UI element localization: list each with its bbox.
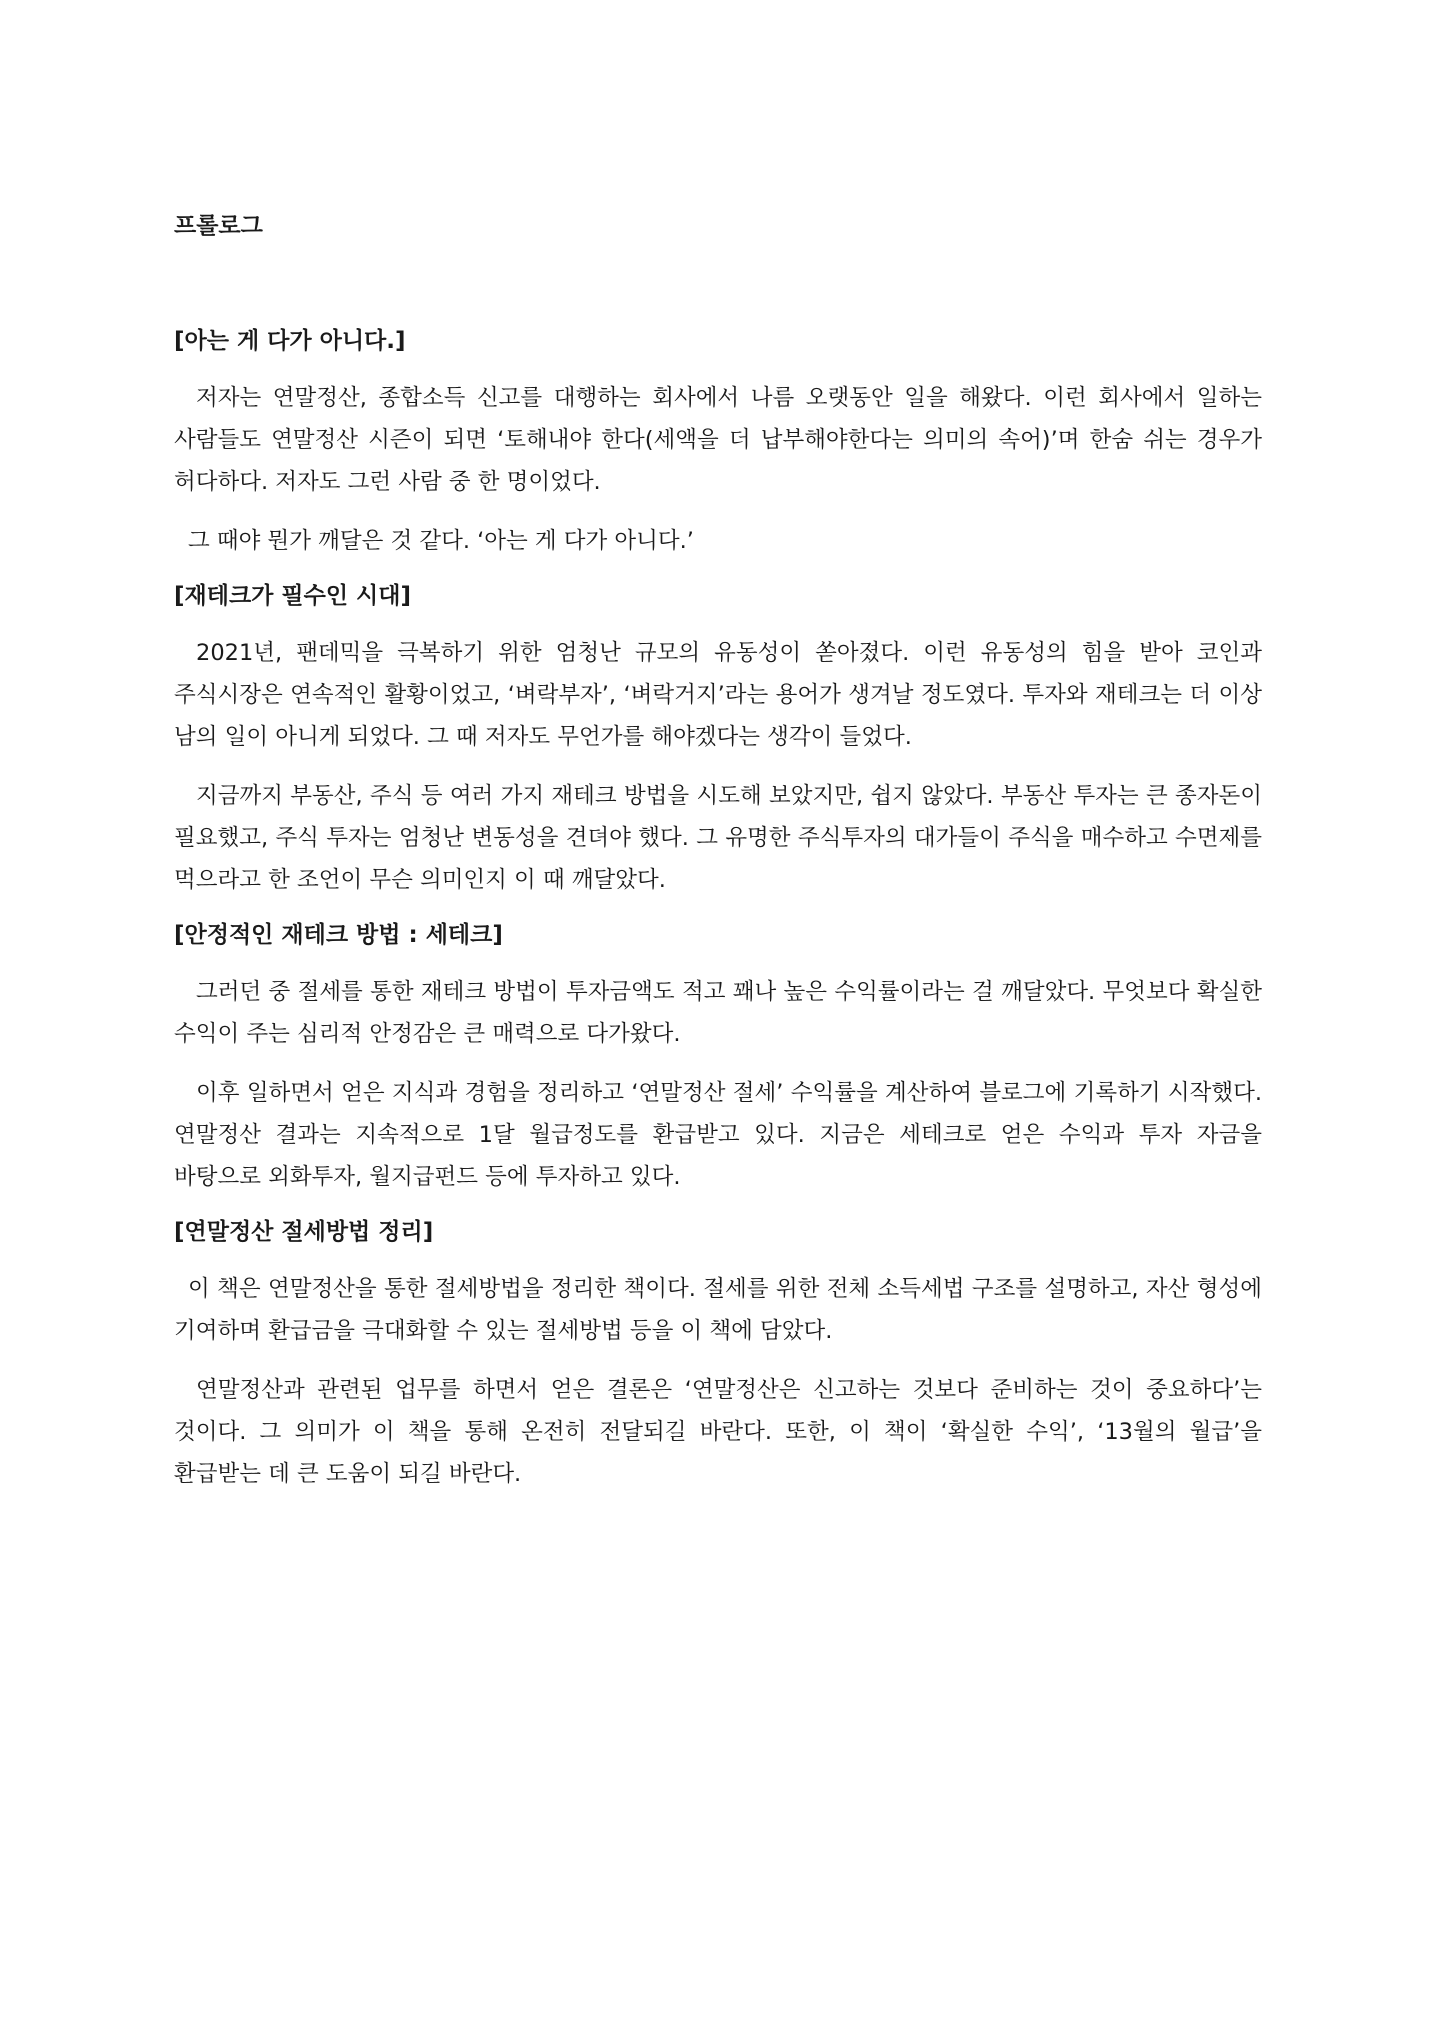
section-3 [174, 915, 1262, 1198]
paragraph: 그러던 중 절세를 통한 재테크 방법이 투자금액도 적고 꽤나 높은 수익률이라는 걸 깨달았다. 무엇보다 확실한 수익이 주는 심리적 안정감은 큰 매력으로 다가왔다. [174, 979, 1262, 1047]
paragraph: 연말정산과 관련된 업무를 하면서 얻은 결론은 ‘연말정산은 신고하는 것보다 준비하는 것이 중요하다’는 것이다. 그 의미가 이 책을 통해 온전히 전달되길 바란다. 또한, 이 책이 ‘확실한 수익’, ‘13월의 월급’을 환급받는 데 큰 도움이 되길 바란다. [174, 1377, 1262, 1487]
paragraph: 그 때야 뭔가 깨달은 것 같다. ‘아는 게 다가 아니다.’ [188, 528, 694, 554]
paragraph: 2021년, 팬데믹을 극복하기 위한 엄청난 규모의 유동성이 쏟아졌다. 이런 유동성의 힘을 받아 코인과 주식시장은 연속적인 활황이었고, ‘벼락부자’, ‘벼락거지’라는 용어가 생겨날 정도였다. 투자와 재테크는 더 이상 남의 일이 아니게 되었다. 그 때 저자도 무언가를 해야겠다는 생각이 들었다. [174, 640, 1262, 750]
section-heading: [아는 게 다가 아니다.] [174, 328, 406, 354]
spacer [174, 246, 1262, 321]
section-1 [174, 321, 1262, 562]
page-title: 프롤로그 [174, 213, 263, 239]
section-heading: [재테크가 필수인 시대] [174, 583, 412, 609]
paragraph: 이 책은 연말정산을 통한 절세방법을 정리한 책이다. 절세를 위한 전체 소득세법 구조를 설명하고, 자산 형성에 기여하며 환급금을 극대화할 수 있는 절세방법 등을 이 책에 담았다. [174, 1276, 1262, 1344]
document-page [174, 206, 1262, 1495]
paragraph: 저자는 연말정산, 종합소득 신고를 대행하는 회사에서 나름 오랫동안 일을 해왔다. 이런 회사에서 일하는 사람들도 연말정산 시즌이 되면 ‘토해내야 한다(세액을 더 납부해야한다는 의미의 속어)’며 한숨 쉬는 경우가 허다하다. 저자도 그런 사람 중 한 명이었다. [174, 385, 1262, 495]
section-4 [174, 1212, 1262, 1495]
section-heading: [안정적인 재테크 방법 : 세테크] [174, 922, 503, 948]
section-heading: [연말정산 절세방법 정리] [174, 1219, 434, 1245]
section-2 [174, 576, 1262, 901]
paragraph: 지금까지 부동산, 주식 등 여러 가지 재테크 방법을 시도해 보았지만, 쉽지 않았다. 부동산 투자는 큰 종자돈이 필요했고, 주식 투자는 엄청난 변동성을 견뎌야 했다. 그 유명한 주식투자의 대가들이 주식을 매수하고 수면제를 먹으라고 한 조언이 무슨 의미인지 이 때 깨달았다. [174, 783, 1262, 893]
paragraph: 이후 일하면서 얻은 지식과 경험을 정리하고 ‘연말정산 절세’ 수익률을 계산하여 블로그에 기록하기 시작했다. 연말정산 결과는 지속적으로 1달 월급정도를 환급받고 있다. 지금은 세테크로 얻은 수익과 투자 자금을 바탕으로 외화투자, 월지급펀드 등에 투자하고 있다. [174, 1080, 1262, 1190]
